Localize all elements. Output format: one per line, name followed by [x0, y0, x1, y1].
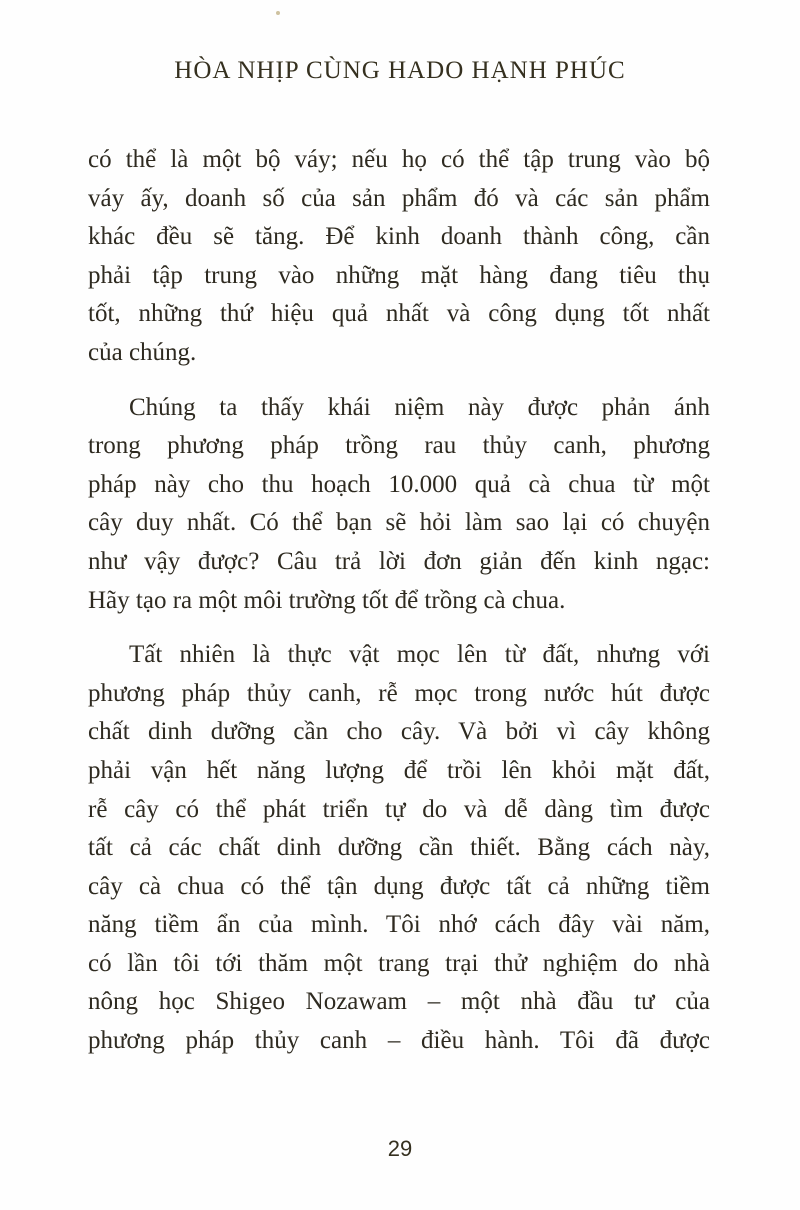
text-line: chất dinh dưỡng cần cho cây. Và bởi vì cây không	[88, 718, 710, 746]
page-number: 29	[387, 1136, 413, 1161]
paragraph	[88, 389, 710, 621]
text-line: tất cả các chất dinh dưỡng cần thiết. Bằng cách này,	[88, 834, 710, 862]
text-line: có lần tôi tới thăm một trang trại thử nghiệm do nhà	[88, 949, 710, 977]
text-line: rễ cây có thể phát triển tự do và dễ dàng tìm được	[88, 795, 710, 823]
text-line: khác đều sẽ tăng. Để kinh doanh thành công, cần	[88, 223, 710, 251]
text-line: Hãy tạo ra một môi trường tốt để trồng cà chua.	[88, 586, 566, 614]
text-line: pháp này cho thu hoạch 10.000 quả cà chua từ một	[88, 470, 710, 498]
text-line: có thể là một bộ váy; nếu họ có thể tập trung vào bộ	[88, 146, 710, 173]
text-line: như vậy được? Câu trả lời đơn giản đến kinh ngạc:	[88, 547, 710, 575]
paragraph	[88, 636, 710, 1061]
text-line: Chúng ta thấy khái niệm này được phản ánh	[129, 393, 710, 421]
text-line: trong phương pháp trồng rau thủy canh, phương	[88, 432, 710, 460]
text-line: năng tiềm ẩn của mình. Tôi nhớ cách đây vài năm,	[88, 911, 710, 939]
text-line: cây cà chua có thể tận dụng được tất cả những tiềm	[88, 872, 710, 900]
text-line: phải vận hết năng lượng để trồi lên khỏi mặt đất,	[88, 756, 710, 784]
text-line: nông học Shigeo Nozawam – một nhà đầu tư của	[88, 988, 710, 1016]
text-line: phương pháp thủy canh, rễ mọc trong nước hút được	[88, 679, 710, 707]
running-header: HÒA NHỊP CÙNG HADO HẠNH PHÚC	[174, 57, 626, 84]
text-line: phương pháp thủy canh – điều hành. Tôi đã được	[88, 1027, 710, 1055]
text-line: váy ấy, doanh số của sản phẩm đó và các sản phẩm	[88, 184, 710, 212]
paragraph	[88, 141, 710, 373]
page-body	[88, 141, 710, 1077]
scan-artifact-dot	[276, 11, 280, 15]
text-line: tốt, những thứ hiệu quả nhất và công dụng tốt nhất	[88, 300, 710, 328]
text-line: Tất nhiên là thực vật mọc lên từ đất, nhưng với	[129, 641, 710, 669]
text-line: của chúng.	[88, 338, 197, 366]
text-line: cây duy nhất. Có thể bạn sẽ hỏi làm sao lại có chuyện	[88, 509, 710, 537]
text-line: phải tập trung vào những mặt hàng đang tiêu thụ	[88, 261, 710, 289]
